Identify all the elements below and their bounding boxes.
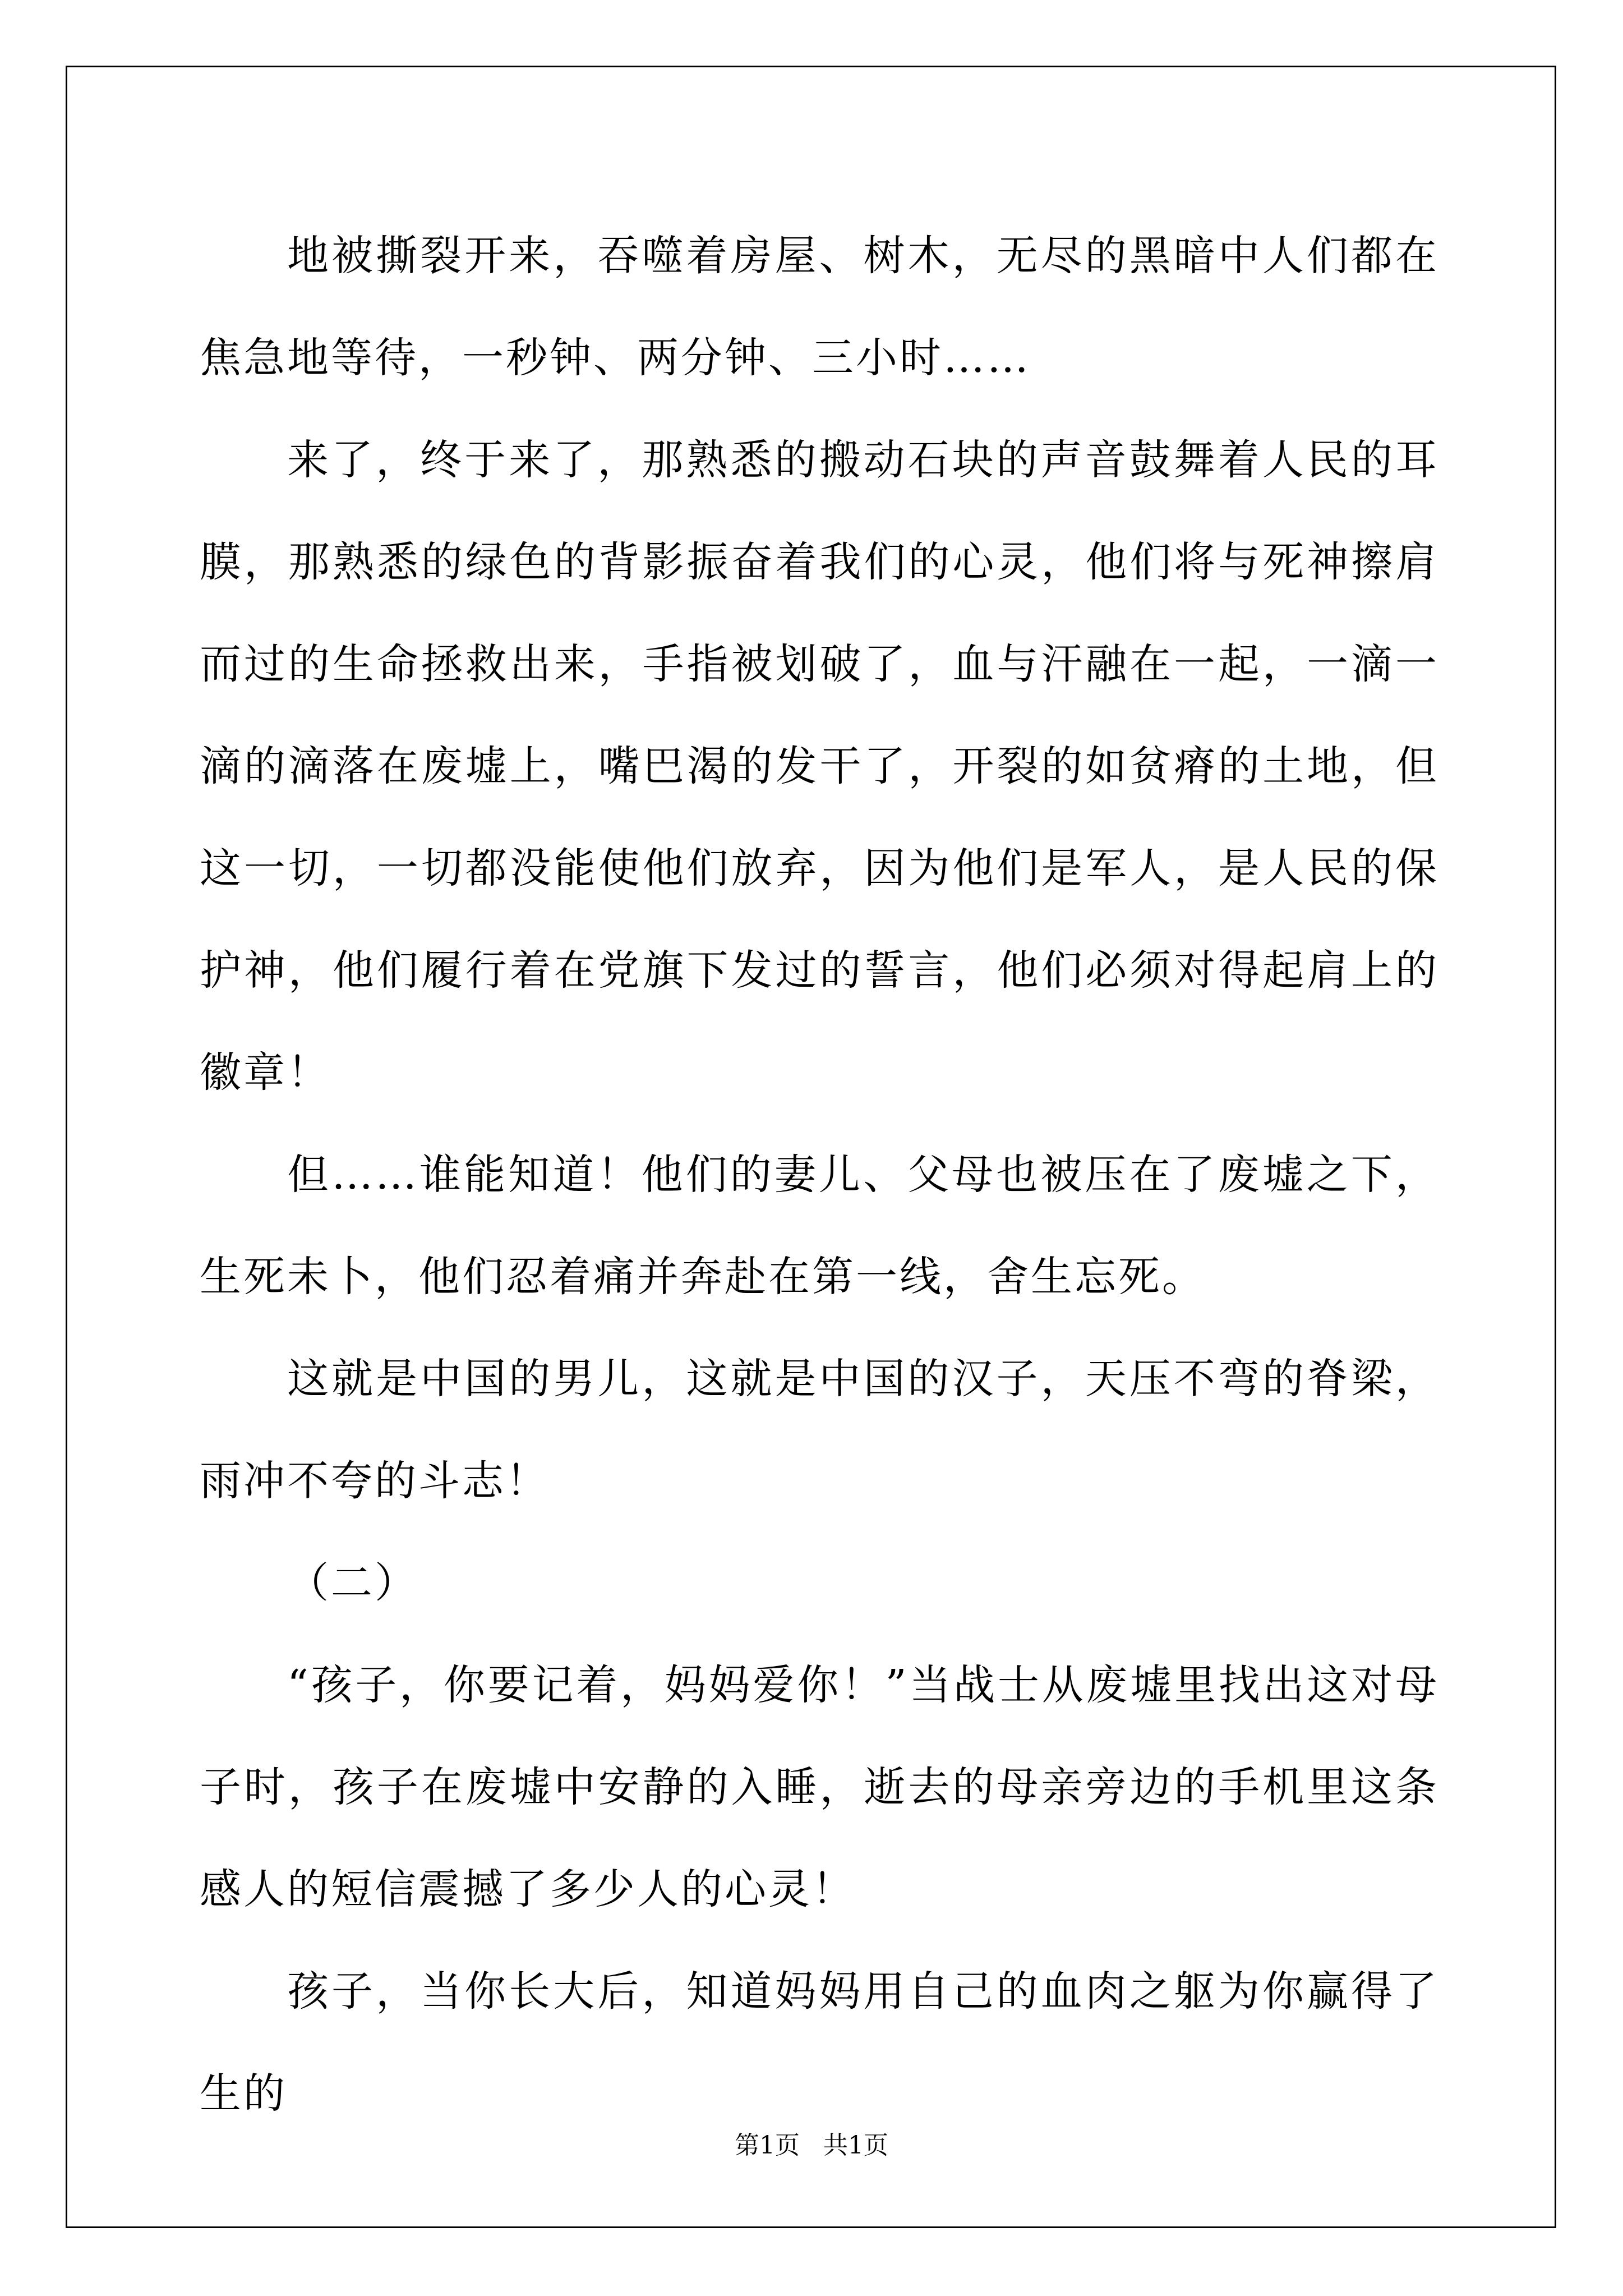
document-body — [200, 205, 1439, 2145]
page-number: 第1页 — [735, 2131, 800, 2160]
paragraph-2: 来了，终于来了，那熟悉的搬动石块的声音鼓舞着人民的耳膜，那熟悉的绿色的背影振奋着我们的心灵，他们将与死神擦肩而过的生命拯救出来，手指被划破了，血与汗融在一起，一滴一滴的滴落在废墟上，嘴巴渴的发干了，开裂的如贫瘠的土地，但这一切，一切都没能使他们放弃，因为他们是军人，是人民的保护神，他们履行着在党旗下发过的誓言，他们必须对得起肩上的徽章！ — [200, 436, 1439, 1097]
paragraph-1: 地被撕裂开来，吞噬着房屋、树木，无尽的黑暗中人们都在焦急地等待，一秒钟、两分钟、三小时…… — [200, 232, 1439, 382]
page-footer — [0, 2129, 1623, 2162]
paragraph-6: 孩子，当你长大后，知道妈妈用自己的血肉之躯为你赢得了生的 — [200, 1967, 1439, 2118]
page-total: 共1页 — [823, 2131, 888, 2160]
section-heading: （二） — [287, 1559, 418, 1607]
paragraph-4: 这就是中国的男儿，这就是中国的汉子，天压不弯的脊梁，雨冲不夸的斗志！ — [200, 1355, 1439, 1505]
paragraph-3: 但……谁能知道！他们的妻儿、父母也被压在了废墟之下，生死未卜，他们忍着痛并奔赴在第一线，舍生忘死。 — [200, 1151, 1439, 1301]
paragraph-5: “孩子，你要记着，妈妈爱你！”当战士从废墟里找出这对母子时，孩子在废墟中安静的入睡，逝去的母亲旁边的手机里这条感人的短信震撼了多少人的心灵！ — [200, 1661, 1439, 1913]
